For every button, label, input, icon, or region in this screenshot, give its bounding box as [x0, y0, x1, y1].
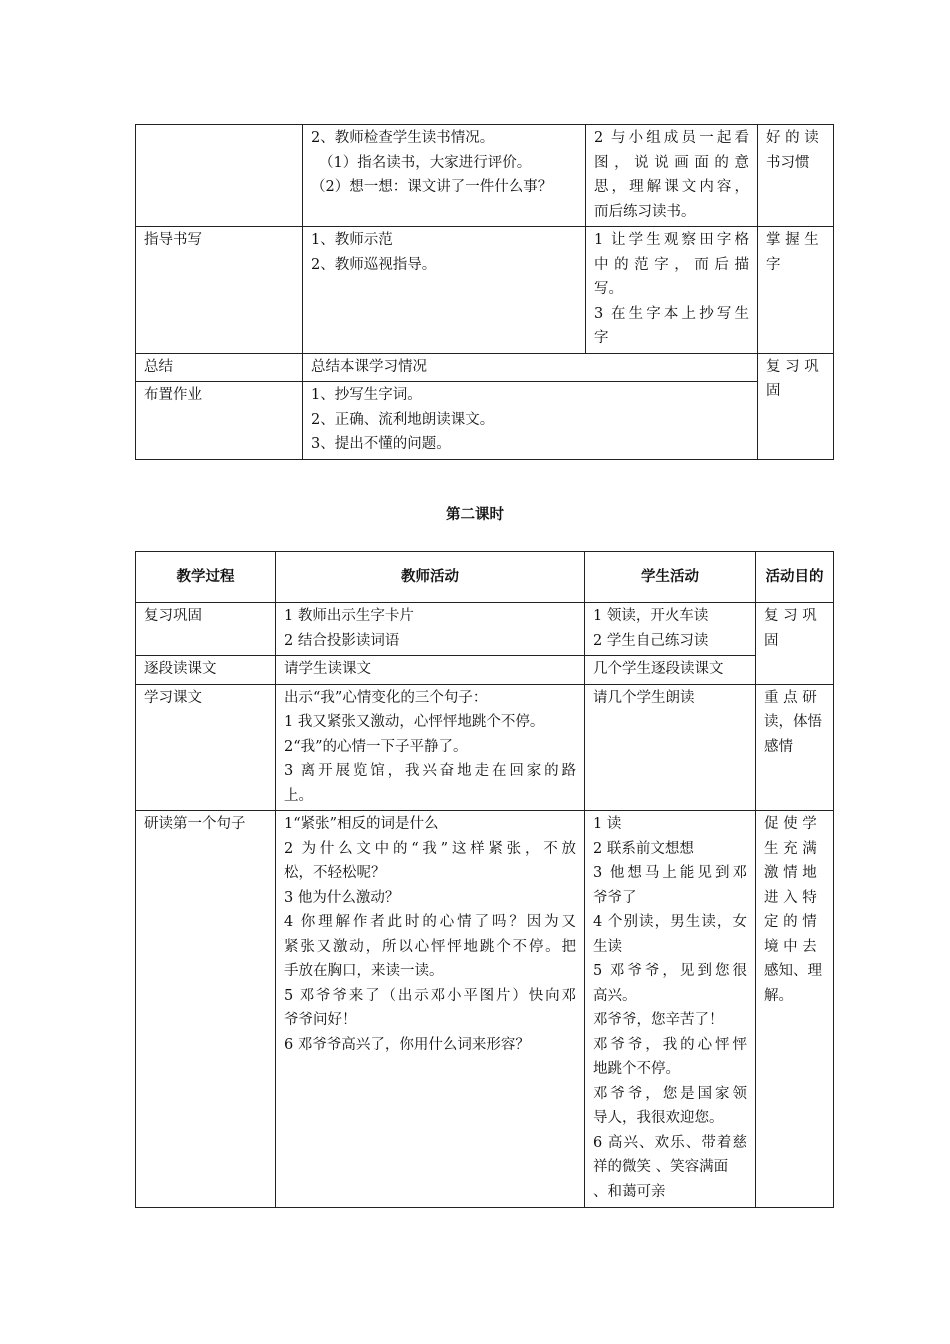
- text-line: 手放在胸口，来读一读。: [284, 963, 444, 979]
- text-line: 复 习 巩: [764, 608, 817, 624]
- purpose-cell: [758, 227, 834, 354]
- text-line: 请几个学生朗读: [593, 689, 695, 706]
- text-line: 固: [764, 632, 779, 649]
- text-line: 思，理解课文内容，: [594, 179, 749, 195]
- text-line: 中的范字，而后描: [594, 256, 749, 273]
- text-line: 生 充 满: [764, 840, 817, 857]
- table-row: [136, 227, 834, 354]
- text-line: 4 个别读，男生读，女: [593, 914, 747, 930]
- text-line: 邓爷爷，我的心怦怦: [593, 1036, 747, 1053]
- purpose-cell: [756, 811, 834, 1208]
- text-line: （1）指名读书，大家进行评价。: [319, 154, 532, 171]
- text-line: 3、提出不懂的问题。: [311, 436, 451, 452]
- table-row: [136, 382, 834, 460]
- text-line: 好 的 读: [766, 130, 819, 146]
- table-row: [136, 125, 834, 227]
- text-line: 几个学生逐段读课文: [593, 661, 724, 677]
- lesson-one-table: [135, 124, 834, 460]
- student-activity-cell: [585, 811, 756, 1208]
- text-line: 6 邓爷爷高兴了，你用什么词来形容？: [284, 1036, 530, 1053]
- text-line: 2、正确、流利地朗读课文。: [311, 411, 495, 428]
- text-line: 总结本课学习情况: [311, 358, 427, 375]
- header-row: [136, 552, 834, 603]
- text-line: 1 我又紧张又激动，心怦怦地跳个不停。: [284, 714, 545, 730]
- text-line: 字: [594, 330, 609, 346]
- text-line: 境 中 去: [764, 938, 817, 955]
- text-line: 4 你理解作者此时的心情了吗？因为又: [284, 914, 576, 930]
- process-cell: 复习巩固: [136, 603, 276, 656]
- text-line: 邓爷爷，您是国家领: [593, 1085, 747, 1102]
- text-line: 固: [766, 383, 781, 399]
- table-row: [136, 811, 834, 1208]
- process-cell: 学习课文: [136, 684, 276, 811]
- text-line: 2、教师检查学生读书情况。: [311, 130, 495, 146]
- student-activity-cell: [586, 125, 758, 227]
- table-row: [136, 656, 834, 685]
- text-line: （2）想一想：课文讲了一件什么事？: [311, 179, 553, 195]
- text-line: 高兴。: [593, 987, 637, 1004]
- text-line: 3 在生字本上抄写生: [594, 305, 749, 322]
- text-line: 定 的 情: [764, 914, 817, 930]
- table-row: [136, 603, 834, 656]
- text-line: 1 读: [593, 816, 622, 832]
- text-line: 2“我”的心情一下子平静了。: [284, 738, 468, 755]
- purpose-cell: [758, 125, 834, 227]
- teacher-activity-cell: [276, 603, 585, 656]
- text-line: 图，说说画面的意: [594, 154, 749, 171]
- lesson-two-table: [135, 551, 834, 1208]
- process-cell: 研读第一个句子: [136, 811, 276, 1208]
- process-cell: 总结: [136, 353, 303, 382]
- text-line: 紧张又激动，所以心怦怦地跳个不停。把: [284, 938, 576, 955]
- text-line: 掌 握 生: [766, 232, 819, 248]
- text-line: 出示“我”心情变化的三个句子：: [284, 689, 488, 706]
- text-line: 字: [766, 256, 781, 273]
- text-line: 地跳个不停。: [593, 1061, 680, 1077]
- text-line: 1 教师出示生字卡片: [284, 608, 414, 624]
- header-student-activity: 学生活动: [585, 552, 756, 603]
- text-line: 感情: [764, 738, 793, 755]
- text-line: 请学生读课文: [284, 661, 371, 677]
- teacher-activity-cell: [276, 811, 585, 1208]
- text-line: 2 与小组成员一起看: [594, 130, 749, 146]
- text-line: 解。: [764, 987, 793, 1004]
- text-line: 3 他为什么激动？: [284, 889, 400, 906]
- text-line: 2 结合投影读词语: [284, 632, 400, 649]
- process-cell: 逐段读课文: [136, 656, 276, 685]
- teacher-activity-cell: [303, 353, 758, 382]
- teacher-activity-cell: [303, 125, 586, 227]
- text-line: 松，不轻松呢？: [284, 865, 386, 881]
- text-line: 上。: [284, 787, 313, 804]
- text-line: 而后练习读书。: [594, 203, 696, 220]
- purpose-cell: [758, 353, 834, 459]
- process-cell: 指导书写: [136, 227, 303, 354]
- text-line: 激 情 地: [764, 865, 817, 881]
- text-line: 6 高兴、欢乐、带着慈: [593, 1134, 747, 1151]
- text-line: 2 联系前文想想: [593, 840, 694, 857]
- text-line: 进 入 特: [764, 889, 817, 906]
- header-teacher-activity: 教师活动: [276, 552, 585, 603]
- text-line: 、和蔼可亲: [593, 1183, 666, 1200]
- table-row: [136, 684, 834, 811]
- teacher-activity-cell: [276, 684, 585, 811]
- text-line: 1 领读，开火车读: [593, 608, 709, 624]
- student-activity-cell: [586, 227, 758, 354]
- text-line: 1、抄写生字词。: [311, 387, 422, 403]
- teacher-activity-cell: [303, 227, 586, 354]
- text-line: 感知、理: [764, 963, 822, 979]
- header-purpose: 活动目的: [756, 552, 834, 603]
- section-title: 第二课时: [446, 507, 504, 523]
- text-line: 读，体悟: [764, 714, 822, 730]
- header-process: 教学过程: [136, 552, 276, 603]
- text-line: 促 使 学: [764, 816, 817, 832]
- purpose-cell: [756, 684, 834, 811]
- teacher-activity-cell: [303, 382, 758, 460]
- text-line: 3 他想马上能见到邓: [593, 865, 747, 881]
- text-line: 爷爷了: [593, 889, 637, 906]
- student-activity-cell: [585, 684, 756, 811]
- text-line: 复 习 巩: [766, 358, 819, 375]
- text-line: 1、教师示范: [311, 232, 393, 248]
- text-line: 1“紧张”相反的词是什么: [284, 816, 439, 832]
- text-line: 1 让学生观察田字格: [594, 232, 749, 248]
- student-activity-cell: [585, 603, 756, 656]
- text-line: 重 点 研: [764, 689, 817, 706]
- text-line: 祥的微笑 、笑容满面: [593, 1159, 729, 1175]
- student-activity-cell: [585, 656, 756, 685]
- text-line: 3 离开展览馆，我兴奋地走在回家的路: [284, 763, 576, 779]
- process-cell: [136, 125, 303, 227]
- text-line: 5 邓爷爷来了（出示邓小平图片）快向邓: [284, 987, 576, 1004]
- text-line: 生读: [593, 938, 622, 955]
- text-line: 2 为什么文中的“我”这样紧张，不放: [284, 840, 576, 857]
- purpose-cell: [756, 603, 834, 685]
- table-row: [136, 353, 834, 382]
- text-line: 2、教师巡视指导。: [311, 256, 437, 273]
- teacher-activity-cell: [276, 656, 585, 685]
- process-cell: 布置作业: [136, 382, 303, 460]
- text-line: 2 学生自己练习读: [593, 632, 709, 649]
- text-line: 爷爷问好！: [284, 1012, 357, 1028]
- text-line: 导人，我很欢迎您。: [593, 1110, 724, 1126]
- text-line: 书习惯: [766, 154, 810, 171]
- text-line: 5 邓爷爷，见到您很: [593, 963, 747, 979]
- text-line: 邓爷爷，您辛苦了！: [593, 1012, 724, 1028]
- text-line: 写。: [594, 281, 623, 297]
